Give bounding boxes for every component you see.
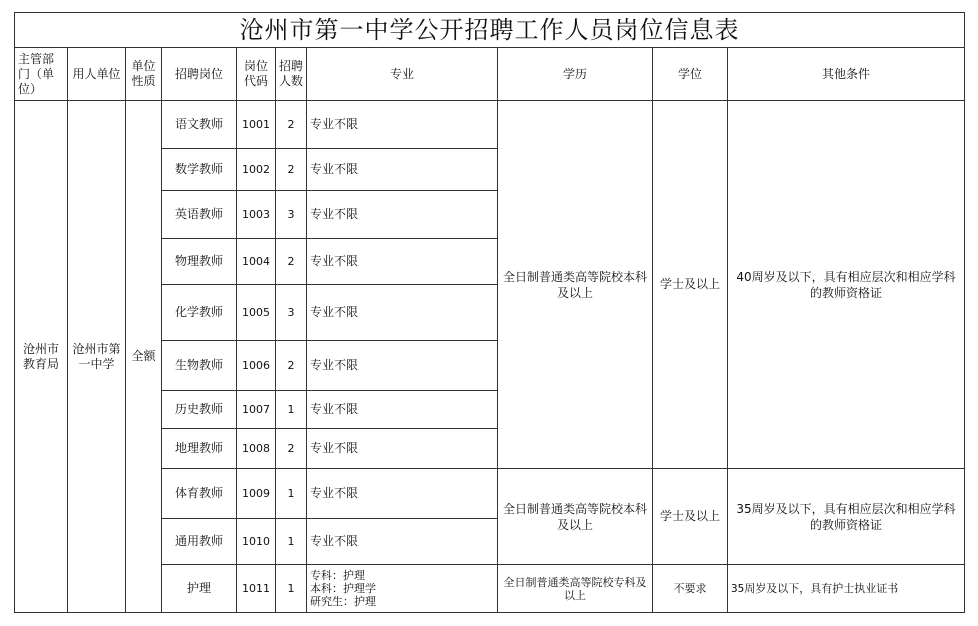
table-row: [15, 101, 965, 149]
major-line: 研究生：护理: [310, 595, 376, 608]
code-cell: 1005: [237, 285, 276, 341]
major-cell: 专业不限: [307, 191, 498, 239]
header-degree: 学位: [653, 48, 728, 101]
count-cell: 1: [276, 519, 307, 565]
major-cell: 专业不限: [307, 391, 498, 429]
count-cell: 2: [276, 239, 307, 285]
position-cell: 语文教师: [162, 101, 237, 149]
major-cell: 专业不限: [307, 341, 498, 391]
code-cell: 1003: [237, 191, 276, 239]
count-cell: 2: [276, 101, 307, 149]
dept-cell: 沧州市教育局: [15, 101, 68, 613]
major-line: 专科：护理: [310, 569, 365, 582]
major-cell: 专业不限: [307, 285, 498, 341]
degree-cell: 学士及以上: [653, 101, 728, 469]
position-cell: 通用教师: [162, 519, 237, 565]
code-cell: 1001: [237, 101, 276, 149]
major-cell: [307, 565, 498, 613]
header-position: 招聘岗位: [162, 48, 237, 101]
position-info-table: [14, 12, 965, 613]
count-cell: 1: [276, 469, 307, 519]
code-cell: 1010: [237, 519, 276, 565]
position-cell: 化学教师: [162, 285, 237, 341]
position-cell: 地理教师: [162, 429, 237, 469]
major-cell: 专业不限: [307, 469, 498, 519]
count-cell: 3: [276, 191, 307, 239]
unit-type-cell: 全额: [126, 101, 162, 613]
position-cell: 护理: [162, 565, 237, 613]
major-cell: 专业不限: [307, 429, 498, 469]
code-cell: 1011: [237, 565, 276, 613]
major-cell: 专业不限: [307, 101, 498, 149]
other-conditions-cell: 35周岁及以下，具有护士执业证书: [728, 565, 965, 613]
header-unit-type: 单位性质: [126, 48, 162, 101]
employer-cell: 沧州市第一中学: [68, 101, 126, 613]
recruitment-table-sheet: [14, 12, 964, 613]
position-cell: 体育教师: [162, 469, 237, 519]
education-cell: 全日制普通类高等院校本科及以上: [498, 469, 653, 565]
count-cell: 1: [276, 565, 307, 613]
education-cell: 全日制普通类高等院校本科及以上: [498, 101, 653, 469]
degree-cell: 不要求: [653, 565, 728, 613]
position-cell: 历史教师: [162, 391, 237, 429]
major-cell: 专业不限: [307, 149, 498, 191]
header-education: 学历: [498, 48, 653, 101]
header-dept: 主管部门（单位）: [15, 48, 68, 101]
count-cell: 3: [276, 285, 307, 341]
other-conditions-cell: 40周岁及以下，具有相应层次和相应学科的教师资格证: [728, 101, 965, 469]
count-cell: 2: [276, 341, 307, 391]
code-cell: 1004: [237, 239, 276, 285]
position-cell: 英语教师: [162, 191, 237, 239]
header-major: 专业: [307, 48, 498, 101]
header-code: 岗位代码: [237, 48, 276, 101]
major-cell: 专业不限: [307, 239, 498, 285]
code-cell: 1007: [237, 391, 276, 429]
major-line: 本科：护理学: [310, 582, 376, 595]
code-cell: 1006: [237, 341, 276, 391]
code-cell: 1008: [237, 429, 276, 469]
header-other: 其他条件: [728, 48, 965, 101]
header-row: [15, 48, 965, 101]
header-count: 招聘人数: [276, 48, 307, 101]
other-conditions-cell: 35周岁及以下，具有相应层次和相应学科的教师资格证: [728, 469, 965, 565]
position-cell: 生物教师: [162, 341, 237, 391]
count-cell: 1: [276, 391, 307, 429]
table-title: 沧州市第一中学公开招聘工作人员岗位信息表: [15, 13, 965, 48]
code-cell: 1002: [237, 149, 276, 191]
count-cell: 2: [276, 429, 307, 469]
position-cell: 物理教师: [162, 239, 237, 285]
count-cell: 2: [276, 149, 307, 191]
header-employer: 用人单位: [68, 48, 126, 101]
major-cell: 专业不限: [307, 519, 498, 565]
code-cell: 1009: [237, 469, 276, 519]
degree-cell: 学士及以上: [653, 469, 728, 565]
position-cell: 数学教师: [162, 149, 237, 191]
education-cell: 全日制普通类高等院校专科及以上: [498, 565, 653, 613]
